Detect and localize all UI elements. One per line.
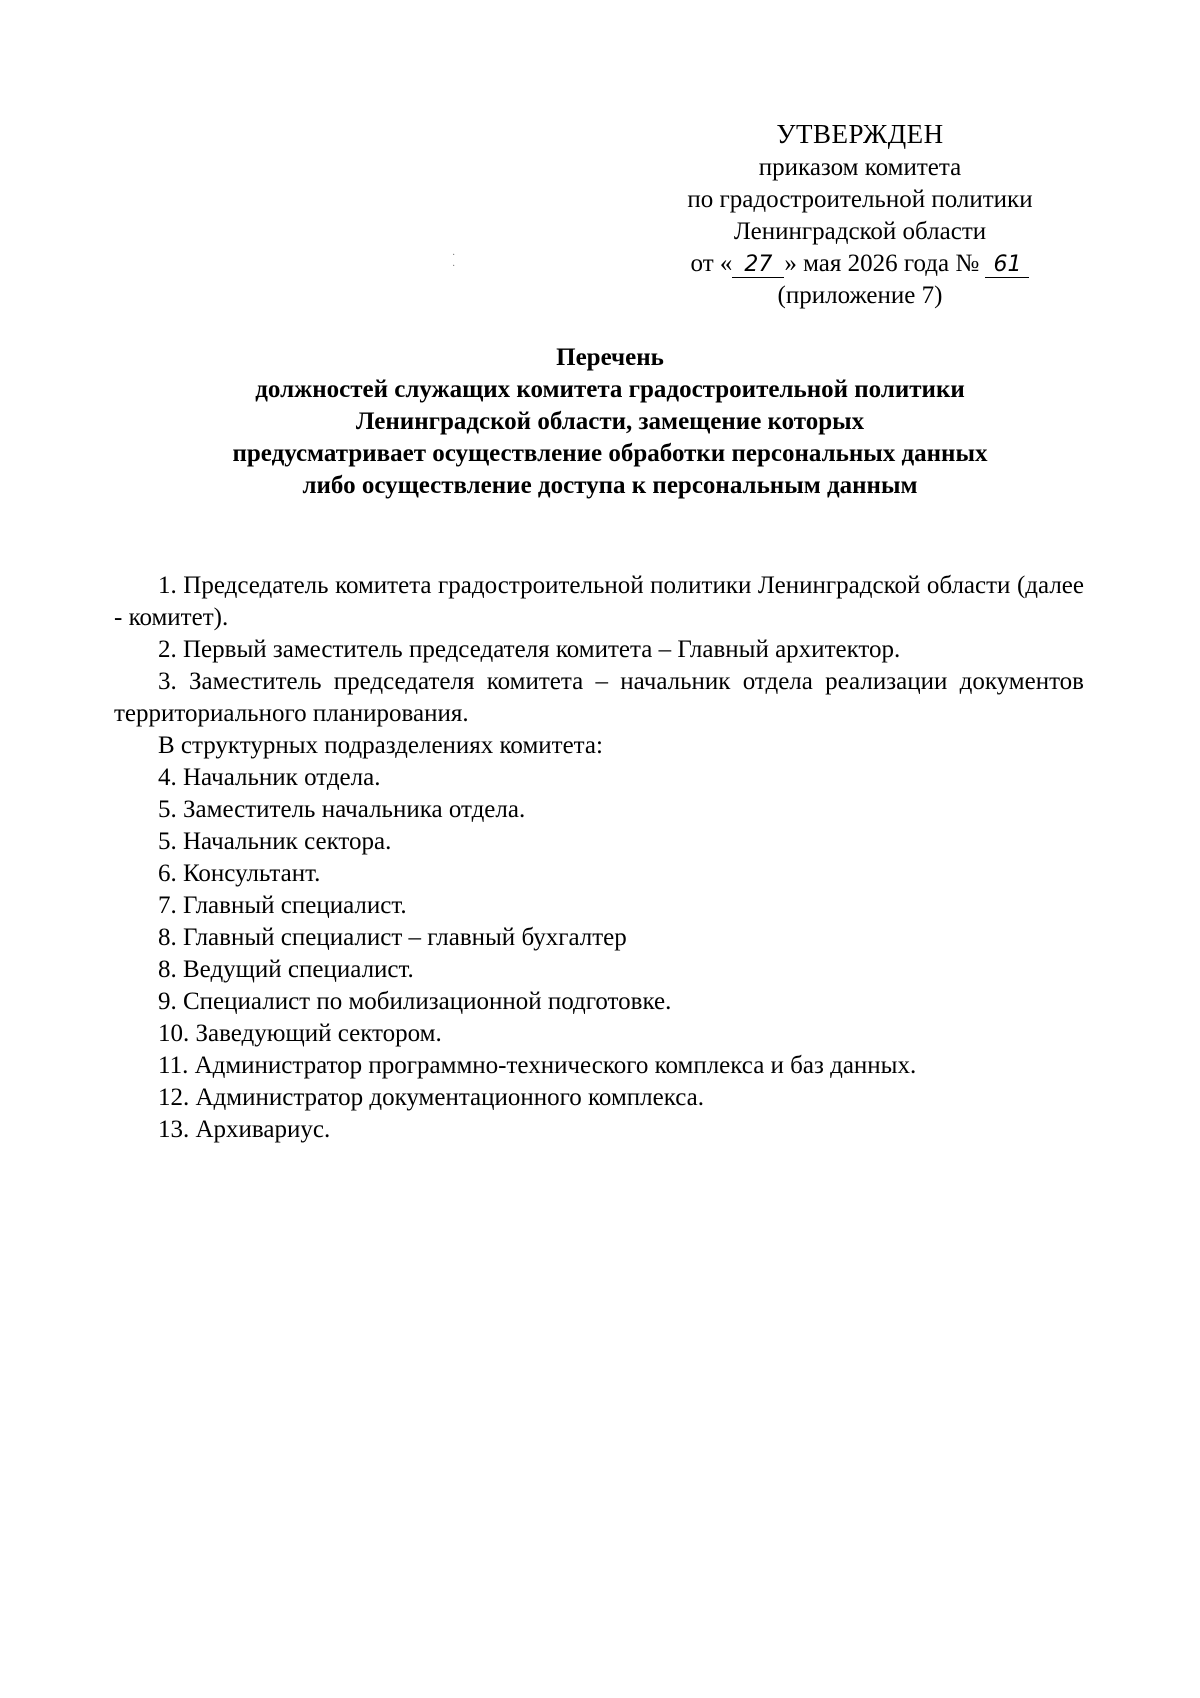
list-item: 7. Главный специалист. xyxy=(158,892,407,919)
handwritten-day: 27 xyxy=(732,253,784,278)
title-line-4: предусматривает осуществление обработки персональных данных xyxy=(232,440,988,467)
list-item: 8. Главный специалист – главный бухгалтер xyxy=(158,924,627,951)
date-prefix: от « xyxy=(690,250,733,277)
list-item: 5. Начальник сектора. xyxy=(158,828,392,855)
positions-list xyxy=(114,570,1084,1146)
date-middle: » мая 2026 года № xyxy=(784,250,980,277)
title-line-5: либо осуществление доступа к персональным данным xyxy=(302,472,918,499)
approval-line-1: приказом комитета xyxy=(758,154,962,181)
approval-heading: УТВЕРЖДЕН xyxy=(776,119,944,149)
list-item: В структурных подразделениях комитета: xyxy=(158,732,603,759)
list-item: 10. Заведующий сектором. xyxy=(158,1020,442,1047)
list-item: 2. Первый заместитель председателя комитета – Главный архитектор. xyxy=(158,636,901,663)
handwritten-order-number: 61 xyxy=(985,253,1029,278)
appendix-label: (приложение 7) xyxy=(777,282,943,309)
list-item: 9. Специалист по мобилизационной подготовке. xyxy=(158,988,672,1015)
list-item: 1. Председатель комитета градостроительной политики Ленинградской области (далее - комитет). xyxy=(114,572,1084,631)
approval-block xyxy=(640,118,1080,312)
list-item: 12. Администратор документационного комплекса. xyxy=(158,1084,704,1111)
list-item: 6. Консультант. xyxy=(158,860,321,887)
document-title xyxy=(160,342,1060,502)
list-item: 4. Начальник отдела. xyxy=(158,764,381,791)
title-line-3: Ленинградской области, замещение которых xyxy=(355,408,865,435)
approval-date-line xyxy=(640,248,1080,280)
approval-line-3: Ленинградской области xyxy=(733,218,987,245)
scan-speck: · · xyxy=(452,250,458,272)
title-line-2: должностей служащих комитета градостроительной политики xyxy=(255,376,965,403)
list-item: 5. Заместитель начальника отдела. xyxy=(158,796,526,823)
title-line-1: Перечень xyxy=(556,344,664,371)
list-item: 3. Заместитель председателя комитета – начальник отдела реализации документов территориального планирования. xyxy=(114,668,1084,727)
approval-line-2: по градостроительной политики xyxy=(687,186,1033,213)
list-item: 13. Архивариус. xyxy=(158,1116,331,1143)
list-item: 8. Ведущий специалист. xyxy=(158,956,414,983)
list-item: 11. Администратор программно-технического комплекса и баз данных. xyxy=(158,1052,917,1079)
